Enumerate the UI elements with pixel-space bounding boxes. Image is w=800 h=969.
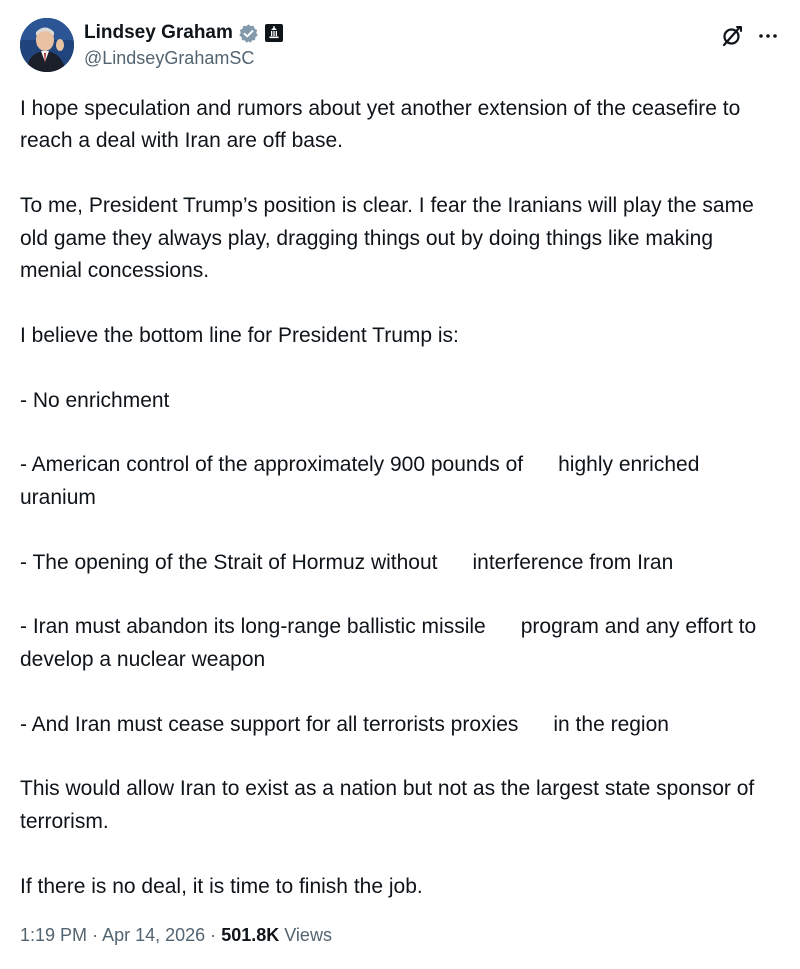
tweet-list-item-proxies: - And Iran must cease support for all terrorists proxies in the region	[20, 712, 669, 736]
government-building-icon[interactable]	[265, 24, 283, 42]
tweet-time[interactable]: 1:19 PM	[20, 925, 88, 945]
tweet-paragraph-nation: This would allow Iran to exist as a nation but not as the largest state sponsor of terrorism.	[20, 777, 761, 833]
tweet-date[interactable]: Apr 14, 2026	[102, 925, 206, 945]
display-name[interactable]: Lindsey Graham	[84, 22, 233, 43]
tweet-list-item-hormuz: - The opening of the Strait of Hormuz without interference from Iran	[20, 550, 674, 574]
meta-separator: ·	[210, 925, 217, 945]
paragraph-gap	[20, 741, 780, 773]
tweet-header	[20, 18, 780, 76]
tweet-paragraph-position: To me, President Trump’s position is clear. I fear the Iranians will play the same old game they always play, dragging things out by doing things like making menial concessions.	[20, 194, 760, 283]
meta-separator: ·	[92, 925, 99, 945]
tweet-paragraph-closing: If there is no deal, it is time to finish the job.	[20, 874, 423, 898]
tweet-list-item-missile: - Iran must abandon its long-range ballistic missile program and any effort to develop a nuclear weapon	[20, 615, 762, 671]
views-label: Views	[284, 925, 332, 945]
avatar-photo-icon	[20, 18, 74, 72]
paragraph-gap	[20, 838, 780, 870]
tweet-paragraph-intro: I hope speculation and rumors about yet another extension of the ceasefire to reach a deal with Iran are off base.	[20, 97, 747, 153]
paragraph-gap	[20, 352, 780, 384]
author-handle[interactable]: @LindseyGrahamSC	[84, 48, 255, 68]
verified-badge-icon[interactable]	[238, 23, 259, 44]
grok-icon[interactable]	[720, 24, 744, 48]
tweet-list-item-uranium: - American control of the approximately 900 pounds of highly enriched uranium	[20, 453, 706, 509]
paragraph-gap	[20, 287, 780, 319]
name-row	[84, 20, 283, 46]
avatar[interactable]	[20, 18, 74, 72]
author-names	[84, 20, 283, 69]
tweet-text	[20, 93, 780, 903]
more-options-icon[interactable]	[756, 24, 780, 48]
paragraph-gap	[20, 579, 780, 611]
tweet-meta	[20, 925, 332, 946]
views-count[interactable]: 501.8K	[221, 925, 280, 945]
paragraph-gap	[20, 417, 780, 449]
tweet-list-item-enrichment: - No enrichment	[20, 388, 170, 412]
paragraph-gap	[20, 514, 780, 546]
paragraph-gap	[20, 676, 780, 708]
tweet-actions	[720, 24, 780, 48]
tweet-paragraph-bottom-line: I believe the bottom line for President Trump is:	[20, 323, 459, 347]
paragraph-gap	[20, 158, 780, 190]
